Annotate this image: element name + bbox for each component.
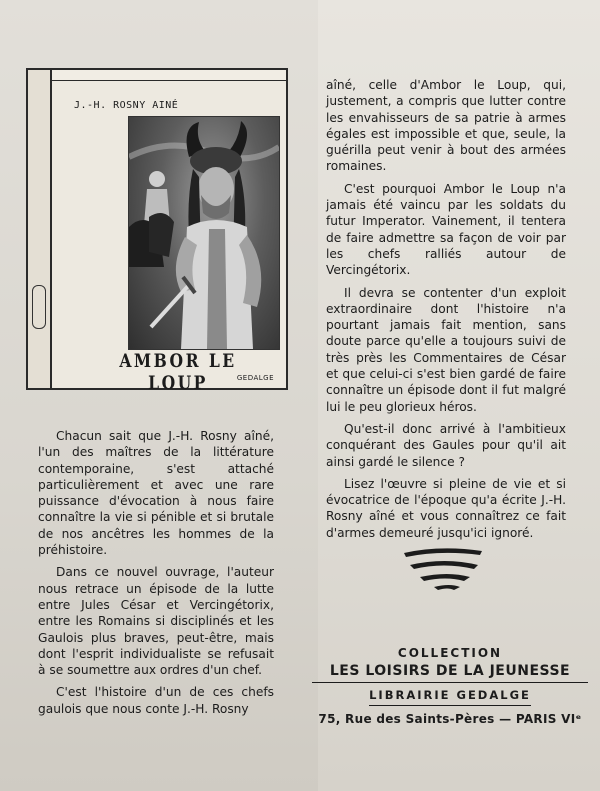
publisher-address: 75, Rue des Saints-Pères — PARIS VIᵉ [318,712,582,726]
collection-label: COLLECTION [397,646,503,660]
paragraph: Chacun sait que J.-H. Rosny aîné, l'un des maîtres de la littérature contemporaine, s'est attaché particulièrement et avec une rare puissance d'évocation à nous faire connaître la vie si pénible et si brutale de nos ancêtres les hommes de la préhistoire. [38,429,274,558]
warrior-illustration-icon [129,117,279,349]
cover-author: J.-H. ROSNY AINÉ [74,100,179,111]
cover-title: AMBOR LE LOUP [119,350,237,394]
right-text-column [326,77,566,547]
publisher-ornament-icon [400,543,490,595]
paragraph: Il devra se contenter d'un exploit extraordinaire dont l'histoire n'a pourtant jamais fait mention, sans doute parce qu'elle a toujours suivi de très près les Commentaires de César et que celui-ci s'est bien gardé de faire connaître un épisode dont il fut malgré lui le peu glorieux héros. [326,285,566,414]
paragraph: Qu'est-il donc arrivé à l'ambitieux conquérant des Gaules pour qu'il ait ainsi gardé le silence ? [326,421,566,469]
series-name: LES LOISIRS DE LA JEUNESSE [312,663,588,683]
left-text-column [38,428,274,723]
paragraph: C'est l'histoire d'un de ces chefs gaulois que nous conte J.-H. Rosny [38,685,274,716]
book-cover-illustration [26,68,288,394]
publisher-name: LIBRAIRIE GEDALGE [369,688,531,706]
paragraph: C'est pourquoi Ambor le Loup n'a jamais été vaincu par les soldats du futur Imperator. Vainement, il tentera de faire admettre sa façon de voir par les chefs ralliés autour de Vercingétorix. [326,181,566,278]
paragraph: Lisez l'œuvre si pleine de vie et si évocatrice de l'époque qu'a écrite J.-H. Rosny aîné et vous connaîtrez ce fait d'armes demeuré jusqu'ici ignoré. [326,476,566,540]
cover-publisher: GEDALGE [236,374,274,382]
collection-block [312,646,588,726]
spine-emblem-icon [32,285,46,329]
book-spine [28,70,52,388]
paragraph: Dans ce nouvel ouvrage, l'auteur nous retrace un épisode de la lutte entre Jules César et Vercingétorix, entre les Romains si disciplinés et les Gaulois plus braves, peut-être, mais dont l'esprit individualiste se refusait à se soumettre aux ordres d'un chef. [38,565,274,678]
paragraph-continuation: aîné, celle d'Ambor le Loup, qui, justement, a compris que lutter contre les envahisseurs de sa patrie à armes égales est impossible et que, seule, la guérilla peut venir à bout des armées romaines. [326,78,566,174]
book-top-edge [50,70,286,81]
cover-artwork [128,116,280,350]
